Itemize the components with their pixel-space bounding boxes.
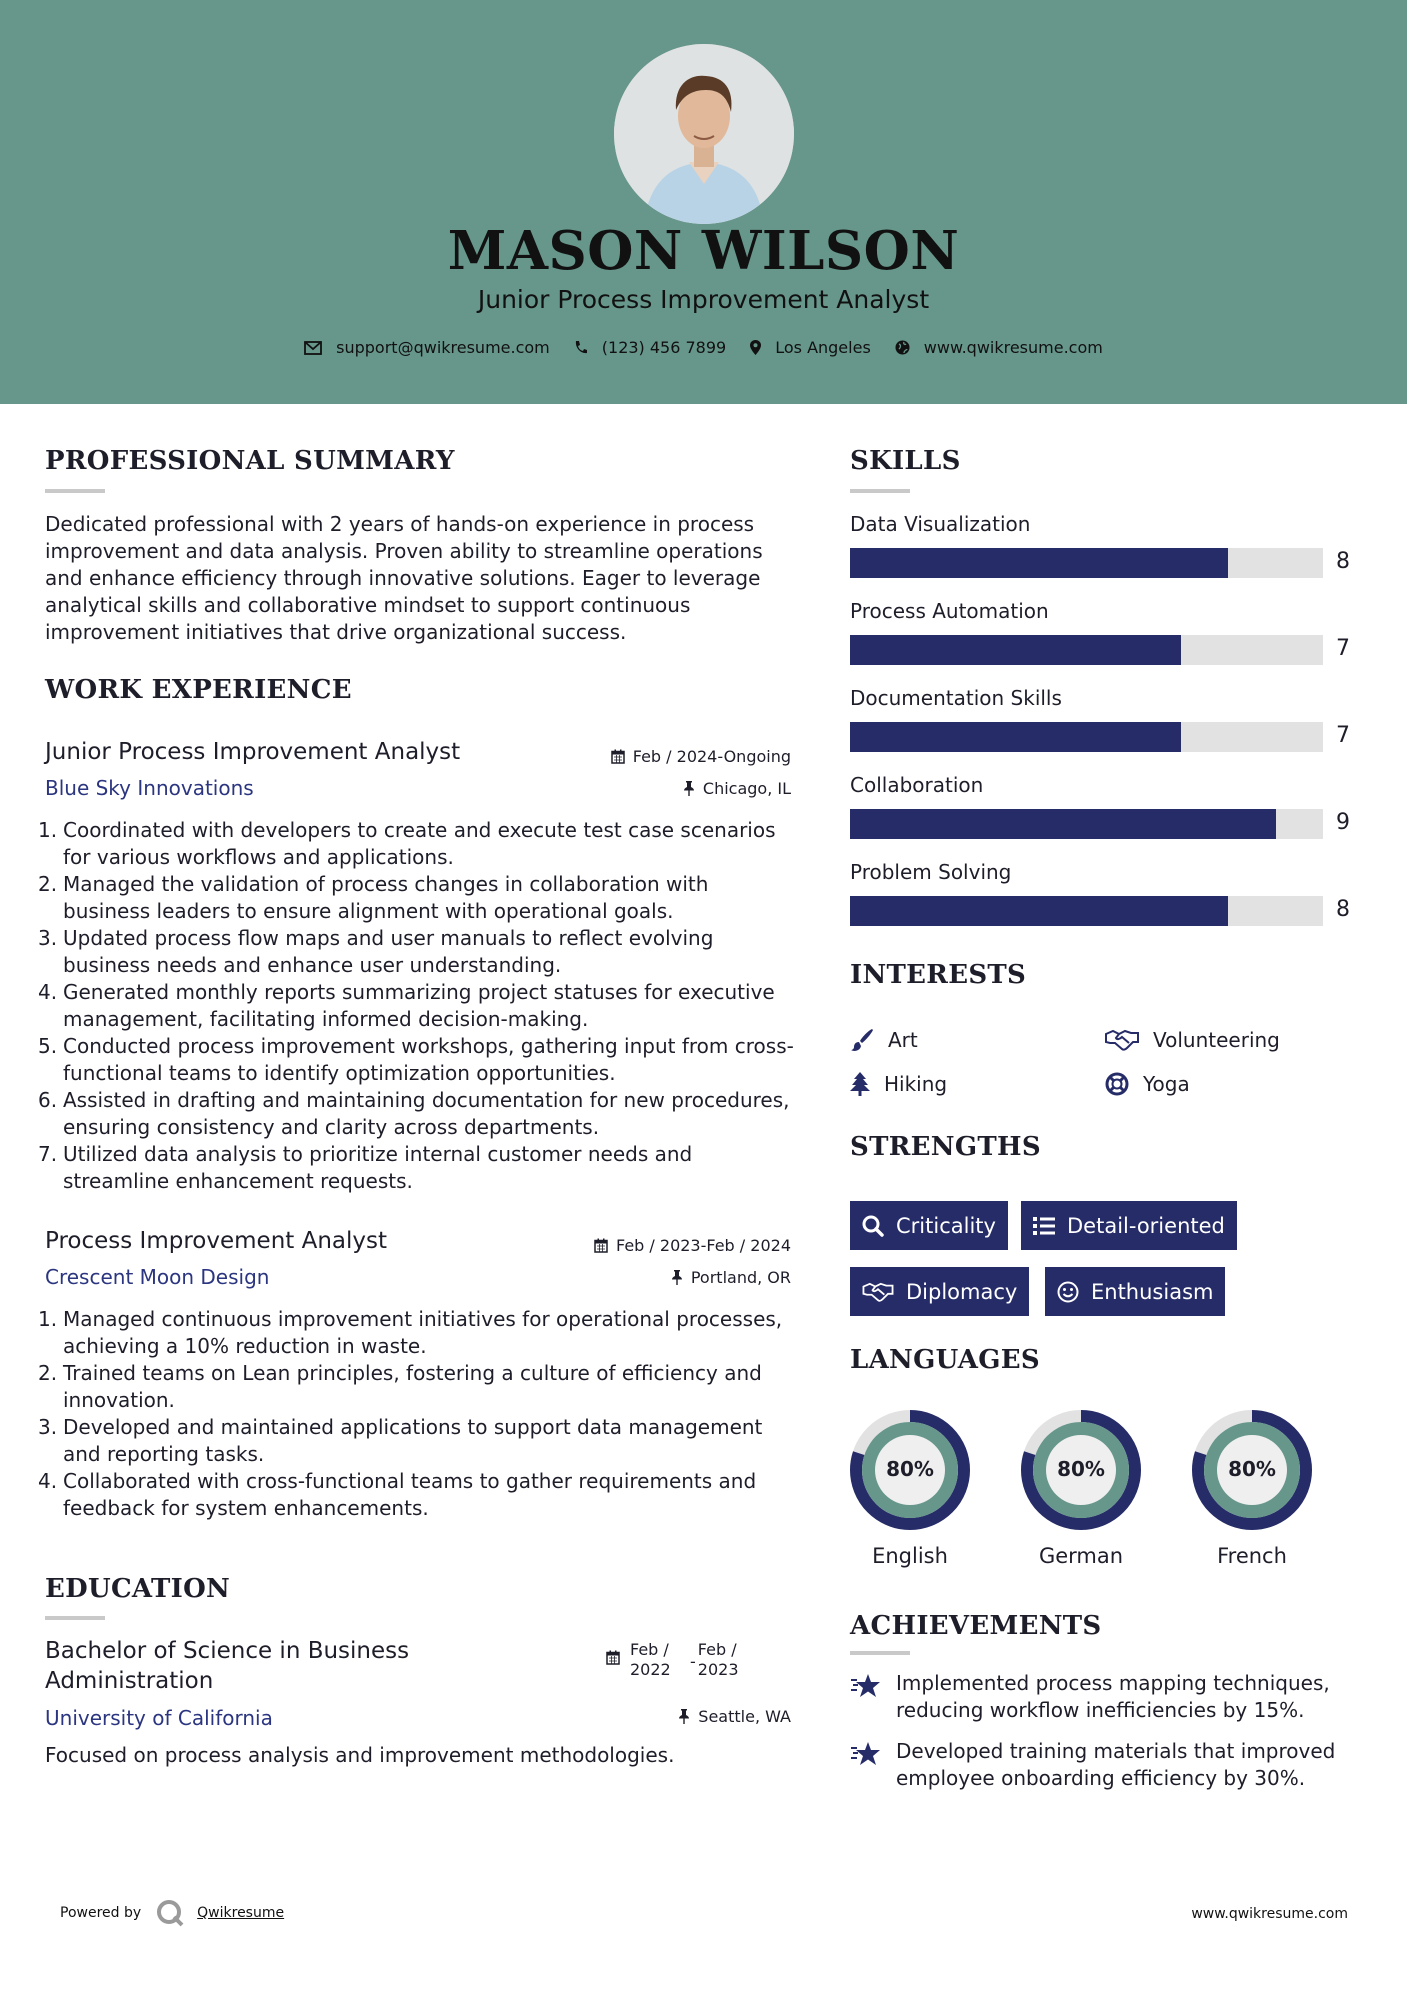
strength-label: Detail-oriented — [1067, 1213, 1225, 1238]
skill-level: 9 — [1336, 810, 1350, 835]
bullet-number: 3. — [38, 1415, 58, 1439]
skill-level: 7 — [1336, 723, 1350, 748]
star-badge-icon — [850, 1672, 882, 1698]
life-ring-icon — [1105, 1072, 1129, 1096]
star-badge-icon — [850, 1740, 882, 1766]
job-bullet-item — [38, 925, 798, 979]
degree-title: Bachelor of Science in Business Administration — [45, 1638, 410, 1694]
calendar-icon — [594, 1238, 608, 1253]
bullet-text: Trained teams on Lean principles, fostering a culture of efficiency and innovation. — [63, 1361, 762, 1412]
skill-bar — [850, 896, 1323, 926]
calendar-icon — [606, 1650, 620, 1665]
contact-bar — [0, 338, 1407, 357]
bullet-text: Utilized data analysis to prioritize internal customer needs and streamline enhancement requests. — [63, 1142, 693, 1193]
contact-website[interactable] — [895, 338, 1103, 357]
skill-level: 7 — [1336, 636, 1350, 661]
bullet-number: 5. — [38, 1034, 58, 1058]
candidate-title: Junior Process Improvement Analyst — [477, 285, 930, 314]
language-chart — [1192, 1410, 1312, 1530]
job-bullet-item — [38, 979, 798, 1033]
achievement-item — [850, 1738, 1370, 1792]
interest-label: Yoga — [1143, 1072, 1190, 1096]
language-percent: 80% — [886, 1457, 934, 1481]
education-date-end: Feb / 2023 — [697, 1640, 739, 1679]
summary-heading: PROFESSIONAL SUMMARY — [45, 446, 455, 476]
bullet-number: 6. — [38, 1088, 58, 1112]
education-location — [560, 1707, 791, 1726]
strength-chip — [850, 1267, 1029, 1316]
language-name: German — [1038, 1544, 1124, 1568]
bullet-text: Managed the validation of process changes in collaboration with business leaders to ensure alignment with operational goals. — [63, 872, 709, 923]
bullet-text: Assisted in drafting and maintaining documentation for new procedures, ensuring consistency and clarity across departments. — [63, 1088, 790, 1139]
education-date-separator: - — [690, 1652, 696, 1671]
language-name: English — [872, 1544, 948, 1568]
job-bullet-item — [38, 1468, 798, 1522]
job-bullet-item — [38, 1414, 798, 1468]
job-bullet-item — [38, 1360, 798, 1414]
interest-item — [850, 1028, 918, 1052]
language-chart — [1021, 1410, 1141, 1530]
strength-chip — [850, 1201, 1008, 1250]
job-bullet-item — [38, 817, 798, 871]
bullet-text: Conducted process improvement workshops, gathering input from cross-functional teams to identify optimization opportunities. — [63, 1034, 794, 1085]
strength-chip — [1045, 1267, 1225, 1316]
contact-location — [750, 338, 871, 357]
job-title: Process Improvement Analyst — [45, 1228, 388, 1254]
handshake-icon — [1105, 1029, 1139, 1051]
pushpin-icon — [683, 781, 695, 796]
interest-item — [1105, 1028, 1280, 1052]
language-name: French — [1217, 1544, 1287, 1568]
interest-item — [850, 1072, 947, 1096]
interest-item — [1105, 1072, 1190, 1096]
website-text: www.qwikresume.com — [923, 338, 1103, 357]
header-banner — [0, 0, 1407, 404]
languages-heading: LANGUAGES — [850, 1345, 1040, 1375]
skills-heading: SKILLS — [850, 446, 961, 476]
candidate-name: MASON WILSON — [447, 220, 960, 282]
skill-bar-fill — [850, 809, 1276, 839]
phone-text: (123) 456 7899 — [601, 338, 727, 357]
strength-chip — [1021, 1201, 1237, 1250]
job-date — [560, 747, 791, 766]
job-title: Junior Process Improvement Analyst — [45, 739, 461, 765]
interest-label: Hiking — [884, 1072, 948, 1096]
bullet-number: 4. — [38, 980, 58, 1004]
education-date — [606, 1640, 746, 1680]
skill-bar-fill — [850, 548, 1228, 578]
skill-bar — [850, 635, 1323, 665]
job-location-text: Chicago, IL — [702, 779, 791, 798]
skill-level: 8 — [1336, 897, 1350, 922]
contact-email[interactable] — [304, 338, 550, 357]
bullet-number: 4. — [38, 1469, 58, 1493]
achievement-item — [850, 1670, 1370, 1724]
summary-divider — [45, 489, 105, 493]
skill-label: Collaboration — [850, 773, 984, 797]
skill-label: Documentation Skills — [850, 686, 1062, 710]
education-description: Focused on process analysis and improvement methodologies. — [45, 1743, 675, 1767]
education-location-text: Seattle, WA — [698, 1707, 791, 1726]
language-percent: 80% — [1057, 1457, 1105, 1481]
job-bullet-item — [38, 1087, 798, 1141]
map-marker-icon — [750, 340, 761, 355]
strengths-heading: STRENGTHS — [850, 1132, 1041, 1162]
skill-label: Problem Solving — [850, 860, 1012, 884]
job-bullets — [38, 1306, 798, 1522]
achievements-heading: ACHIEVEMENTS — [850, 1611, 1102, 1641]
smile-icon — [1057, 1281, 1079, 1303]
job-bullet-item — [38, 1033, 798, 1087]
envelope-icon — [304, 341, 322, 355]
job-date-text: Feb / 2024-Ongoing — [632, 747, 791, 766]
bullet-text: Coordinated with developers to create and execute test case scenarios for various workflows and applications. — [63, 818, 776, 869]
qwikresume-logo-icon — [155, 1898, 185, 1928]
interests-heading: INTERESTS — [850, 960, 1027, 990]
bullet-number: 2. — [38, 872, 58, 896]
search-icon — [862, 1215, 884, 1237]
pushpin-icon — [671, 1270, 683, 1285]
skill-label: Data Visualization — [850, 512, 1031, 536]
brand-link[interactable]: Qwikresume — [197, 1905, 285, 1921]
bullet-number: 7. — [38, 1142, 58, 1166]
achievement-text: Implemented process mapping techniques, reducing workflow inefficiencies by 15%. — [896, 1671, 1330, 1722]
bullet-text: Generated monthly reports summarizing project statuses for executive management, facilitating informed decision-making. — [63, 980, 775, 1031]
job-bullet-item — [38, 1141, 798, 1195]
interest-label: Art — [888, 1028, 918, 1052]
pushpin-icon — [678, 1709, 690, 1724]
job-location — [560, 779, 791, 798]
location-text: Los Angeles — [775, 338, 871, 357]
bullet-text: Managed continuous improvement initiatives for operational processes, achieving a 10% reduction in waste. — [63, 1307, 783, 1358]
job-bullet-item — [38, 871, 798, 925]
achievements-divider — [850, 1651, 910, 1655]
list-icon — [1033, 1217, 1055, 1235]
contact-phone[interactable] — [574, 338, 726, 357]
job-location — [560, 1268, 791, 1287]
paintbrush-icon — [850, 1028, 874, 1052]
education-date-start: Feb / 2022 — [630, 1640, 671, 1679]
skill-bar — [850, 809, 1323, 839]
bullet-number: 3. — [38, 926, 58, 950]
strength-label: Diplomacy — [906, 1279, 1018, 1304]
education-divider — [45, 1616, 105, 1620]
bullet-text: Updated process flow maps and user manuals to reflect evolving business needs and enhance user understanding. — [63, 926, 714, 977]
bullet-number: 2. — [38, 1361, 58, 1385]
calendar-icon — [611, 749, 625, 764]
powered-by-label: Powered by — [60, 1905, 142, 1921]
job-bullets — [38, 817, 798, 1195]
skill-level: 8 — [1336, 549, 1350, 574]
strength-label: Criticality — [896, 1213, 996, 1238]
bullet-text: Collaborated with cross-functional teams to gather requirements and feedback for system enhancements. — [63, 1469, 757, 1520]
profile-photo — [614, 44, 794, 224]
company-name: Blue Sky Innovations — [45, 776, 254, 800]
strength-label: Enthusiasm — [1091, 1279, 1214, 1304]
summary-text: Dedicated professional with 2 years of hands-on experience in process improvement and data analysis. Proven ability to streamline operations and enhance efficiency through innovative solutions. Eager to leverage analytical skills and collaborative mindset to support continuous improvement initiatives that drive organizational success. — [45, 512, 763, 644]
globe-icon — [895, 340, 910, 355]
tree-icon — [850, 1072, 870, 1096]
bullet-number: 1. — [38, 818, 58, 842]
phone-icon — [574, 340, 588, 355]
skill-bar-fill — [850, 896, 1228, 926]
bullet-text: Developed and maintained applications to support data management and reporting tasks. — [63, 1415, 763, 1466]
skill-bar-fill — [850, 635, 1181, 665]
skills-divider — [850, 489, 910, 493]
footer-powered — [60, 1898, 284, 1928]
company-name: Crescent Moon Design — [45, 1265, 270, 1289]
language-percent: 80% — [1228, 1457, 1276, 1481]
bullet-number: 1. — [38, 1307, 58, 1331]
skill-bar-fill — [850, 722, 1181, 752]
handshake-icon — [862, 1282, 894, 1302]
skill-label: Process Automation — [850, 599, 1049, 623]
school-name: University of California — [45, 1706, 273, 1730]
footer-website[interactable]: www.qwikresume.com — [1191, 1906, 1348, 1922]
skill-bar — [850, 722, 1323, 752]
job-location-text: Portland, OR — [690, 1268, 791, 1287]
experience-heading: WORK EXPERIENCE — [45, 675, 352, 705]
job-date — [560, 1236, 791, 1255]
interest-label: Volunteering — [1153, 1028, 1280, 1052]
language-chart — [850, 1410, 970, 1530]
skill-bar — [850, 548, 1323, 578]
education-heading: EDUCATION — [45, 1574, 231, 1604]
email-text: support@qwikresume.com — [336, 338, 550, 357]
achievement-text: Developed training materials that improved employee onboarding efficiency by 30%. — [896, 1739, 1336, 1790]
job-date-text: Feb / 2023-Feb / 2024 — [616, 1236, 791, 1255]
job-bullet-item — [38, 1306, 798, 1360]
